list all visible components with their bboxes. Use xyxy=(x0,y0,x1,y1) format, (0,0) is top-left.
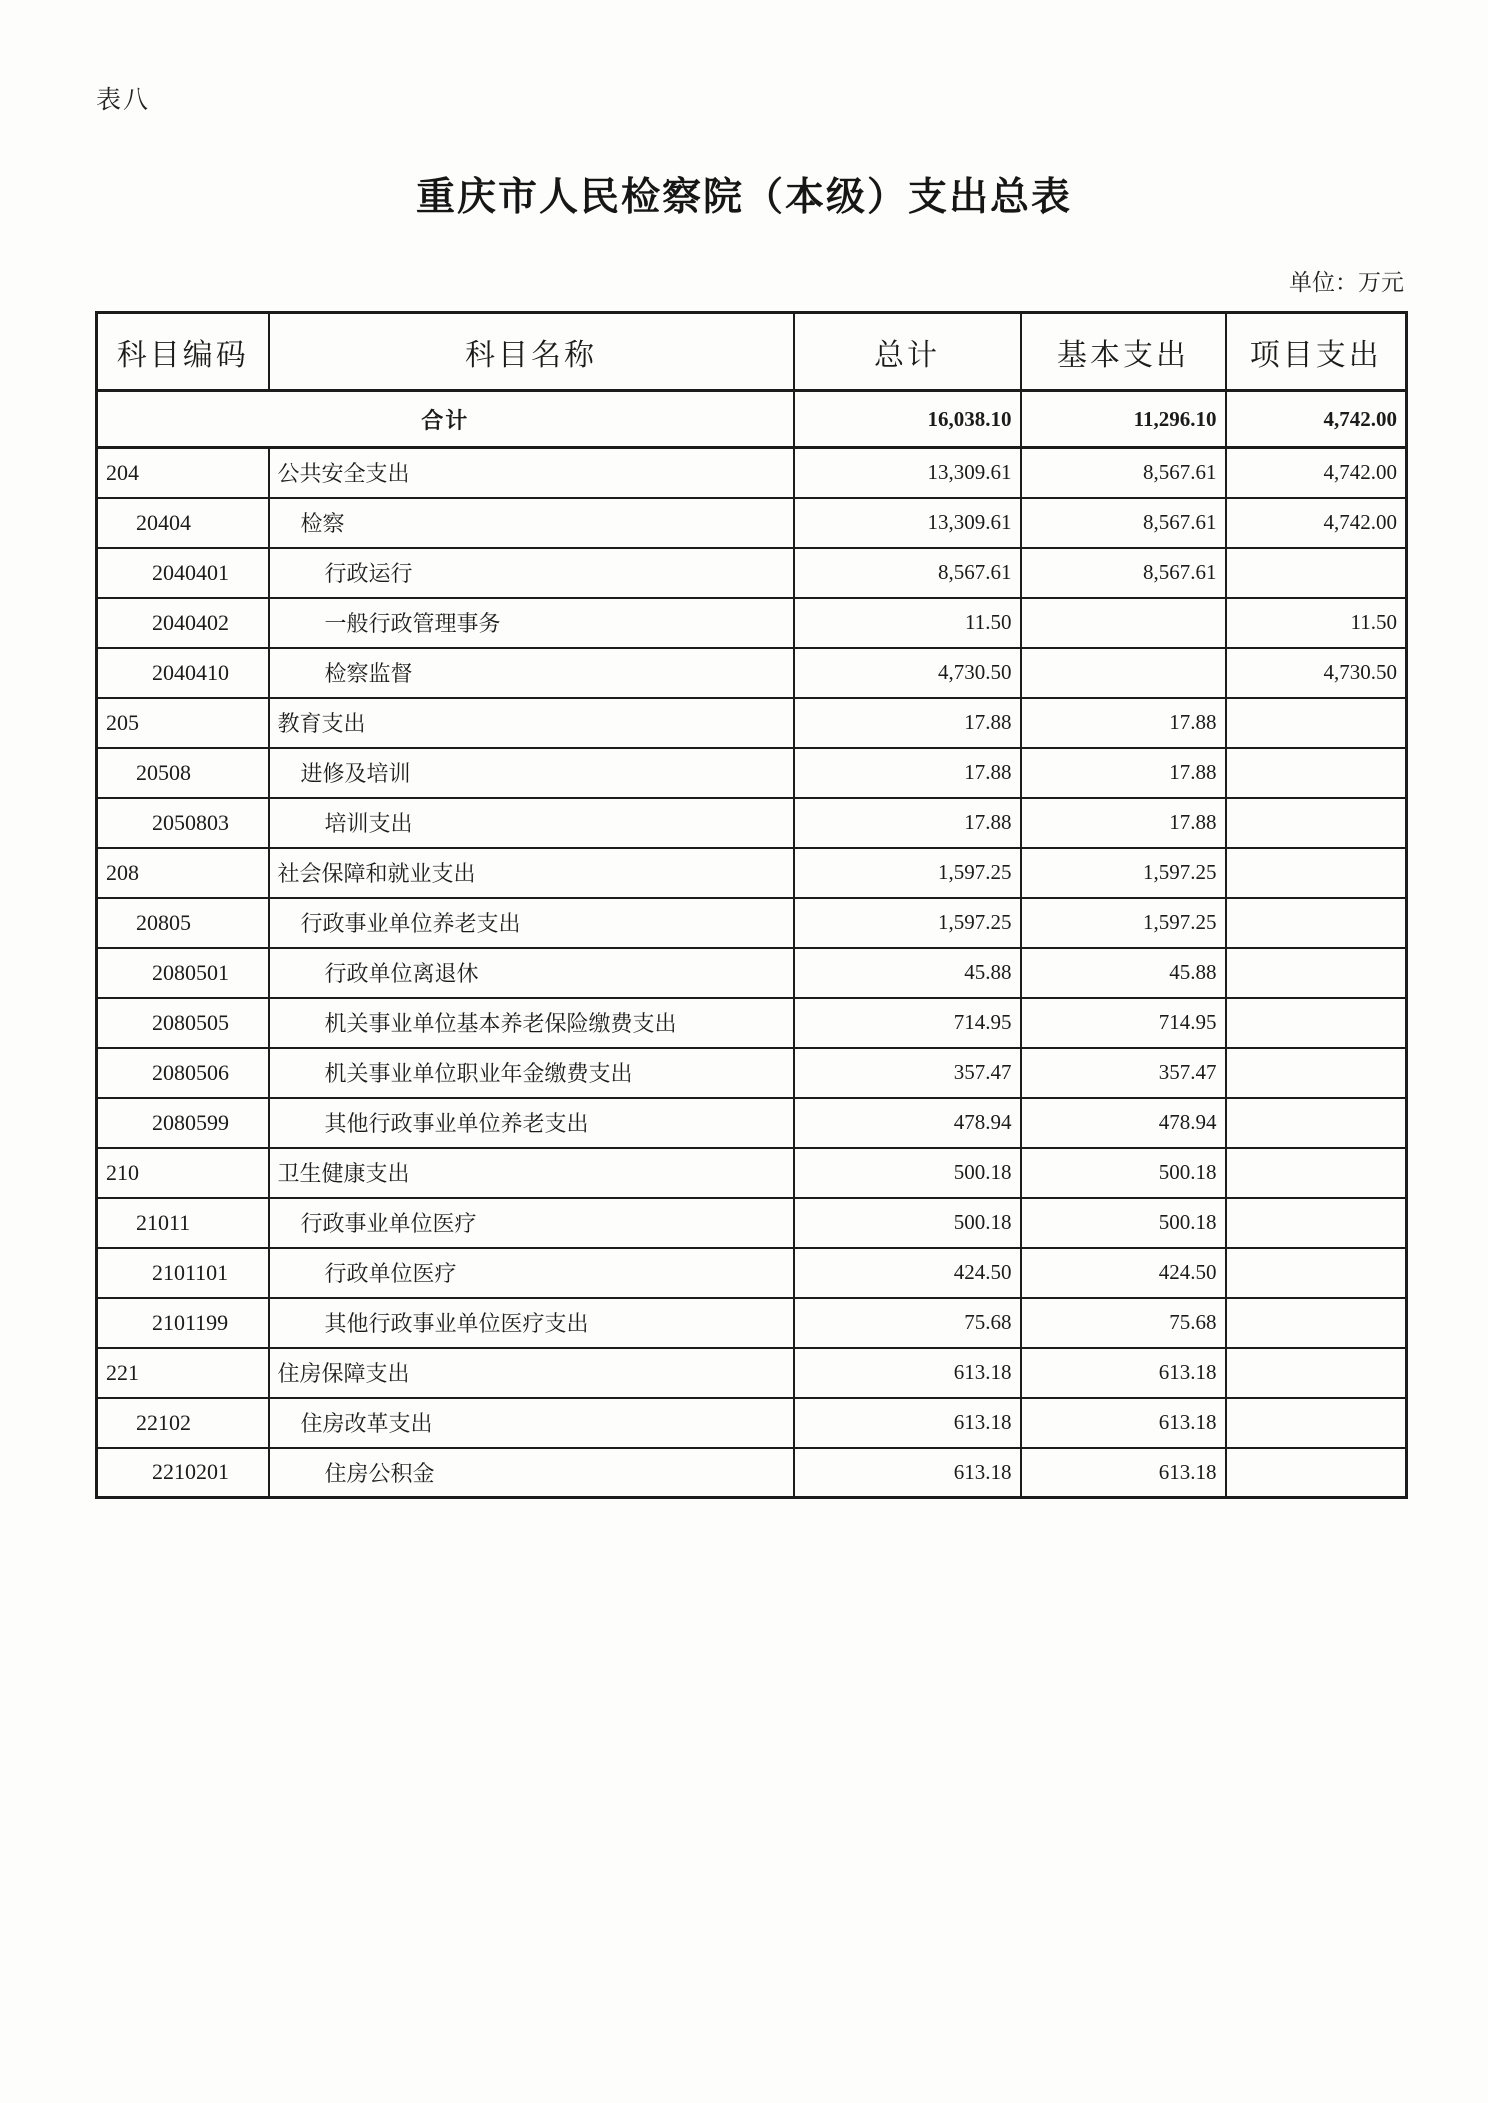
cell-total-amount: 478.94 xyxy=(794,1098,1021,1148)
data-row xyxy=(97,548,1407,598)
cell-subject-name: 行政单位医疗 xyxy=(269,1248,794,1298)
cell-basic-amount: 17.88 xyxy=(1021,698,1226,748)
cell-subject-code: 2080505 xyxy=(97,998,269,1048)
cell-subject-code: 221 xyxy=(97,1348,269,1398)
cell-project-amount: 11.50 xyxy=(1226,598,1407,648)
cell-total-amount: 17.88 xyxy=(794,698,1021,748)
total-row xyxy=(97,391,1407,448)
cell-subject-name: 培训支出 xyxy=(269,798,794,848)
cell-project-amount: 4,730.50 xyxy=(1226,648,1407,698)
cell-project-amount xyxy=(1226,1398,1407,1448)
table-body xyxy=(97,391,1407,1498)
data-row xyxy=(97,1148,1407,1198)
cell-project-amount xyxy=(1226,1448,1407,1498)
cell-subject-code: 20404 xyxy=(97,498,269,548)
cell-project-amount xyxy=(1226,898,1407,948)
cell-subject-name: 进修及培训 xyxy=(269,748,794,798)
data-row xyxy=(97,748,1407,798)
cell-total-amount: 45.88 xyxy=(794,948,1021,998)
cell-subject-code: 21011 xyxy=(97,1198,269,1248)
cell-total-amount: 16,038.10 xyxy=(794,391,1021,448)
cell-subject-code: 2101101 xyxy=(97,1248,269,1298)
data-row xyxy=(97,448,1407,498)
cell-basic-amount: 500.18 xyxy=(1021,1148,1226,1198)
data-row xyxy=(97,1448,1407,1498)
cell-subject-name: 住房公积金 xyxy=(269,1448,794,1498)
cell-basic-amount: 613.18 xyxy=(1021,1448,1226,1498)
cell-total-amount: 424.50 xyxy=(794,1248,1021,1298)
cell-total-amount: 13,309.61 xyxy=(794,448,1021,498)
cell-basic-amount: 8,567.61 xyxy=(1021,498,1226,548)
data-row xyxy=(97,998,1407,1048)
table-header xyxy=(97,313,1407,391)
column-header-project: 项目支出 xyxy=(1226,313,1407,391)
total-row-label: 合计 xyxy=(97,391,794,448)
cell-project-amount xyxy=(1226,1298,1407,1348)
data-row xyxy=(97,648,1407,698)
cell-total-amount: 17.88 xyxy=(794,748,1021,798)
data-row xyxy=(97,598,1407,648)
cell-basic-amount: 357.47 xyxy=(1021,1048,1226,1098)
cell-project-amount: 4,742.00 xyxy=(1226,448,1407,498)
cell-subject-name: 其他行政事业单位医疗支出 xyxy=(269,1298,794,1348)
data-row xyxy=(97,1098,1407,1148)
cell-project-amount xyxy=(1226,848,1407,898)
cell-basic-amount: 500.18 xyxy=(1021,1198,1226,1248)
cell-total-amount: 1,597.25 xyxy=(794,848,1021,898)
column-header-total: 总计 xyxy=(794,313,1021,391)
cell-subject-name: 社会保障和就业支出 xyxy=(269,848,794,898)
cell-subject-code: 2040410 xyxy=(97,648,269,698)
cell-project-amount xyxy=(1226,1248,1407,1298)
header-row xyxy=(97,313,1407,391)
cell-project-amount xyxy=(1226,1348,1407,1398)
cell-basic-amount: 8,567.61 xyxy=(1021,448,1226,498)
data-row xyxy=(97,1398,1407,1448)
cell-basic-amount: 613.18 xyxy=(1021,1348,1226,1398)
cell-basic-amount: 75.68 xyxy=(1021,1298,1226,1348)
cell-subject-code: 2080599 xyxy=(97,1098,269,1148)
cell-subject-code: 2080506 xyxy=(97,1048,269,1098)
cell-subject-code: 2101199 xyxy=(97,1298,269,1348)
cell-basic-amount: 1,597.25 xyxy=(1021,848,1226,898)
cell-total-amount: 500.18 xyxy=(794,1198,1021,1248)
cell-subject-code: 2080501 xyxy=(97,948,269,998)
cell-total-amount: 17.88 xyxy=(794,798,1021,848)
cell-subject-code: 20508 xyxy=(97,748,269,798)
cell-subject-name: 机关事业单位职业年金缴费支出 xyxy=(269,1048,794,1098)
cell-project-amount xyxy=(1226,798,1407,848)
cell-total-amount: 8,567.61 xyxy=(794,548,1021,598)
cell-total-amount: 613.18 xyxy=(794,1398,1021,1448)
cell-subject-code: 22102 xyxy=(97,1398,269,1448)
cell-basic-amount: 424.50 xyxy=(1021,1248,1226,1298)
data-row xyxy=(97,1298,1407,1348)
cell-project-amount xyxy=(1226,1048,1407,1098)
unit-note: 单位：万元 xyxy=(1289,270,1404,295)
cell-subject-name: 检察 xyxy=(269,498,794,548)
cell-basic-amount: 45.88 xyxy=(1021,948,1226,998)
document-title: 重庆市人民检察院（本级）支出总表 xyxy=(415,176,1072,219)
cell-subject-name: 行政事业单位养老支出 xyxy=(269,898,794,948)
cell-total-amount: 1,597.25 xyxy=(794,898,1021,948)
cell-project-amount xyxy=(1226,1148,1407,1198)
sheet-label: 表八 xyxy=(96,87,151,114)
cell-subject-name: 行政运行 xyxy=(269,548,794,598)
cell-total-amount: 11.50 xyxy=(794,598,1021,648)
cell-project-amount xyxy=(1226,748,1407,798)
data-row xyxy=(97,848,1407,898)
cell-basic-amount xyxy=(1021,598,1226,648)
cell-basic-amount: 613.18 xyxy=(1021,1398,1226,1448)
cell-total-amount: 500.18 xyxy=(794,1148,1021,1198)
cell-basic-amount: 17.88 xyxy=(1021,798,1226,848)
data-row xyxy=(97,1198,1407,1248)
cell-subject-name: 公共安全支出 xyxy=(269,448,794,498)
cell-subject-name: 检察监督 xyxy=(269,648,794,698)
cell-subject-code: 208 xyxy=(97,848,269,898)
cell-basic-amount: 17.88 xyxy=(1021,748,1226,798)
cell-project-amount xyxy=(1226,1098,1407,1148)
cell-total-amount: 4,730.50 xyxy=(794,648,1021,698)
cell-total-amount: 13,309.61 xyxy=(794,498,1021,548)
cell-project-amount xyxy=(1226,948,1407,998)
data-row xyxy=(97,948,1407,998)
cell-basic-amount: 714.95 xyxy=(1021,998,1226,1048)
cell-subject-code: 2050803 xyxy=(97,798,269,848)
cell-total-amount: 75.68 xyxy=(794,1298,1021,1348)
cell-subject-name: 卫生健康支出 xyxy=(269,1148,794,1198)
data-row xyxy=(97,798,1407,848)
cell-subject-code: 2040401 xyxy=(97,548,269,598)
cell-project-amount xyxy=(1226,1198,1407,1248)
data-row xyxy=(97,698,1407,748)
column-header-name: 科目名称 xyxy=(269,313,794,391)
cell-subject-name: 机关事业单位基本养老保险缴费支出 xyxy=(269,998,794,1048)
cell-project-amount: 4,742.00 xyxy=(1226,391,1407,448)
cell-basic-amount: 1,597.25 xyxy=(1021,898,1226,948)
cell-project-amount: 4,742.00 xyxy=(1226,498,1407,548)
cell-subject-name: 一般行政管理事务 xyxy=(269,598,794,648)
cell-subject-name: 教育支出 xyxy=(269,698,794,748)
cell-subject-name: 行政单位离退休 xyxy=(269,948,794,998)
cell-subject-name: 住房保障支出 xyxy=(269,1348,794,1398)
cell-subject-code: 2210201 xyxy=(97,1448,269,1498)
cell-subject-code: 205 xyxy=(97,698,269,748)
cell-total-amount: 613.18 xyxy=(794,1448,1021,1498)
data-row xyxy=(97,1348,1407,1398)
data-row xyxy=(97,498,1407,548)
cell-subject-code: 210 xyxy=(97,1148,269,1198)
column-header-code: 科目编码 xyxy=(97,313,269,391)
expenditure-table xyxy=(95,311,1408,1499)
cell-basic-amount: 11,296.10 xyxy=(1021,391,1226,448)
cell-total-amount: 357.47 xyxy=(794,1048,1021,1098)
cell-subject-name: 其他行政事业单位养老支出 xyxy=(269,1098,794,1148)
cell-basic-amount: 8,567.61 xyxy=(1021,548,1226,598)
cell-subject-name: 住房改革支出 xyxy=(269,1398,794,1448)
cell-project-amount xyxy=(1226,698,1407,748)
data-row xyxy=(97,898,1407,948)
cell-subject-code: 2040402 xyxy=(97,598,269,648)
data-row xyxy=(97,1248,1407,1298)
cell-subject-code: 204 xyxy=(97,448,269,498)
cell-project-amount xyxy=(1226,998,1407,1048)
cell-total-amount: 714.95 xyxy=(794,998,1021,1048)
cell-basic-amount xyxy=(1021,648,1226,698)
cell-total-amount: 613.18 xyxy=(794,1348,1021,1398)
column-header-basic: 基本支出 xyxy=(1021,313,1226,391)
cell-subject-name: 行政事业单位医疗 xyxy=(269,1198,794,1248)
cell-project-amount xyxy=(1226,548,1407,598)
cell-subject-code: 20805 xyxy=(97,898,269,948)
data-row xyxy=(97,1048,1407,1098)
cell-basic-amount: 478.94 xyxy=(1021,1098,1226,1148)
